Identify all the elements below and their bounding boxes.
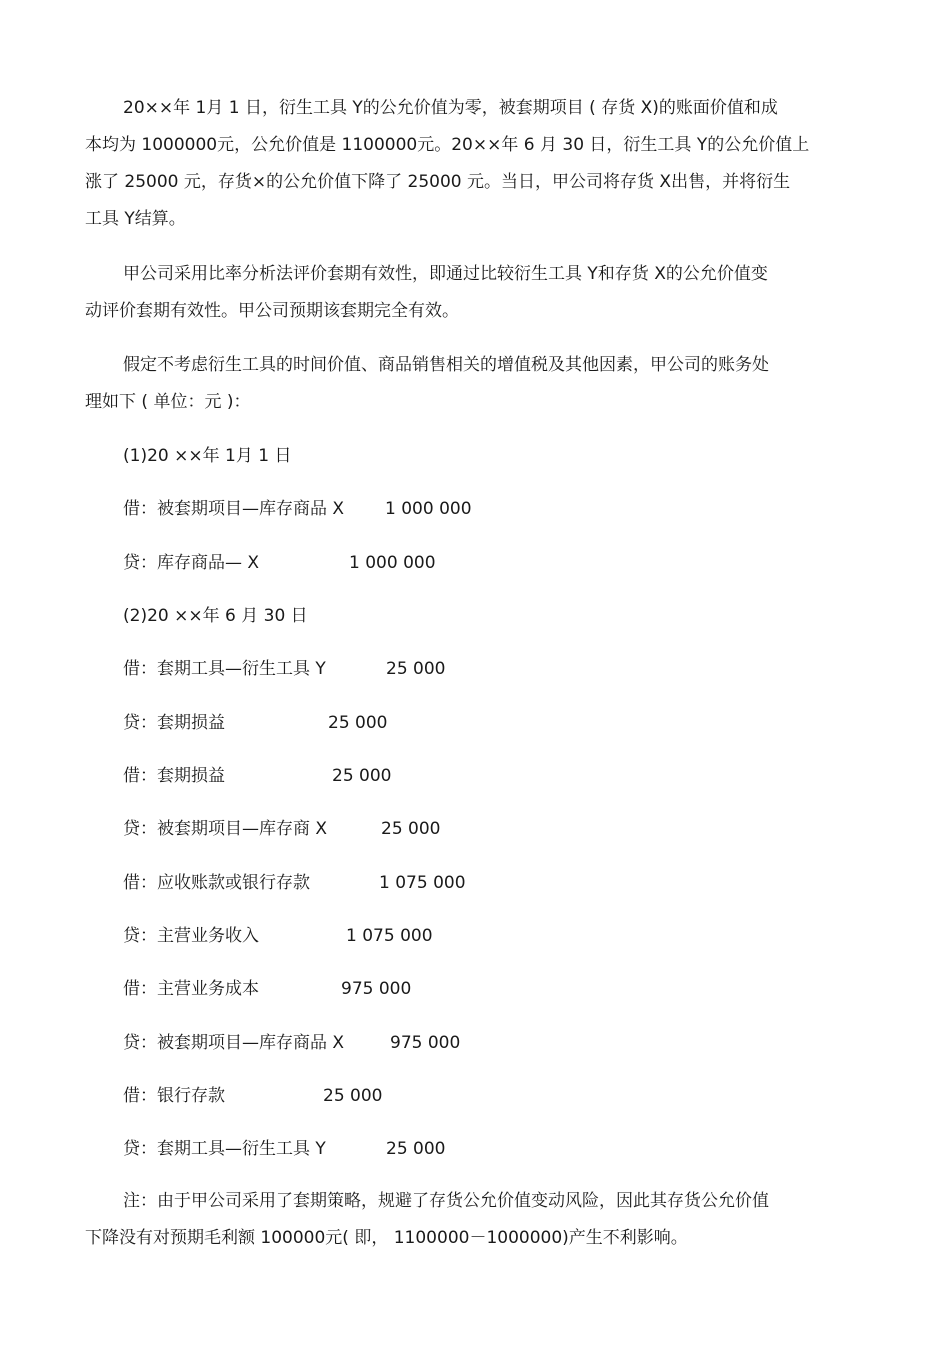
journal-entry-debit [123, 657, 446, 681]
paragraph-line: 假定不考虑衍生工具的时间价值、商品销售相关的增值税及其他因素，甲公司的账务处 [123, 355, 769, 375]
journal-entry-debit [123, 871, 466, 895]
entry-label: 贷：库存商品— X [123, 553, 260, 573]
entry-amount: 25 000 [332, 766, 392, 786]
entry-amount: 1 075 000 [346, 926, 433, 946]
entry-label: 借：套期损益 [123, 766, 225, 786]
paragraph-assumption [85, 347, 860, 421]
journal-entry-credit [123, 817, 441, 841]
entry-label: 借：主营业务成本 [123, 979, 259, 999]
entry-label: 借：被套期项目—库存商品 X [123, 499, 345, 519]
entry-amount: 1 000 000 [349, 553, 436, 573]
entry-label: (2)20 ××年 6 月 30 日 [123, 606, 308, 626]
journal-entry-credit [123, 1031, 461, 1055]
paragraph-line: 甲公司采用比率分析法评价套期有效性，即通过比较衍生工具 Y和存货 X的公允价值变 [123, 264, 768, 284]
journal-entry-credit [123, 711, 388, 735]
paragraph-line: 理如下 ( 单位：元 )： [85, 392, 251, 412]
entry-date-heading [123, 444, 291, 468]
journal-entry-debit [123, 764, 392, 788]
journal-entry-debit [123, 1084, 383, 1108]
entry-amount: 25 000 [323, 1086, 383, 1106]
entry-amount: 25 000 [328, 713, 388, 733]
paragraph-line: 注：由于甲公司采用了套期策略，规避了存货公允价值变动风险，因此其存货公允价值 [123, 1191, 769, 1211]
entry-amount: 25 000 [386, 659, 446, 679]
entry-amount: 975 000 [390, 1033, 461, 1053]
entry-label: 借：套期工具—衍生工具 Y [123, 659, 326, 679]
entry-amount: 975 000 [341, 979, 412, 999]
entry-label: (1)20 ××年 1月 1 日 [123, 446, 292, 466]
journal-entry-credit [123, 1137, 446, 1161]
paragraph-line: 工具 Y结算。 [85, 209, 186, 229]
paragraph-line: 动评价套期有效性。甲公司预期该套期完全有效。 [85, 301, 459, 321]
entry-label: 借：应收账款或银行存款 [123, 873, 310, 893]
entry-label: 贷：套期工具—衍生工具 Y [123, 1139, 326, 1159]
journal-entry-debit [123, 497, 472, 521]
paragraph-note [85, 1183, 860, 1257]
paragraph-effectiveness [85, 256, 860, 330]
paragraph-line: 下降没有对预期毛利额 100000元( 即， 1100000－1000000)产生不利影响。 [85, 1228, 688, 1248]
journal-entry-debit [123, 977, 412, 1001]
entry-amount: 25 000 [386, 1139, 446, 1159]
paragraph-line: 20××年 1月 1 日，衍生工具 Y的公允价值为零，被套期项目 ( 存货 X)的账面价值和成 [123, 98, 778, 118]
entry-amount: 25 000 [381, 819, 441, 839]
entry-amount: 1 075 000 [379, 873, 466, 893]
entry-label: 借：银行存款 [123, 1086, 225, 1106]
paragraph-line: 涨了 25000 元，存货×的公允价值下降了 25000 元。当日，甲公司将存货 X出售，并将衍生 [85, 172, 791, 192]
entry-label: 贷：被套期项目—库存商品 X [123, 1033, 345, 1053]
entry-label: 贷：套期损益 [123, 713, 225, 733]
journal-entry-credit [123, 924, 433, 948]
entry-label: 贷：主营业务收入 [123, 926, 259, 946]
paragraph-line: 本均为 1000000元，公允价值是 1100000元。20××年 6 月 30 日，衍生工具 Y的公允价值上 [85, 135, 810, 155]
entry-amount: 1 000 000 [385, 499, 472, 519]
journal-entry-credit [123, 551, 436, 575]
entry-label: 贷：被套期项目—库存商 X [123, 819, 328, 839]
paragraph-scenario [85, 90, 860, 238]
entry-date-heading [123, 604, 308, 628]
